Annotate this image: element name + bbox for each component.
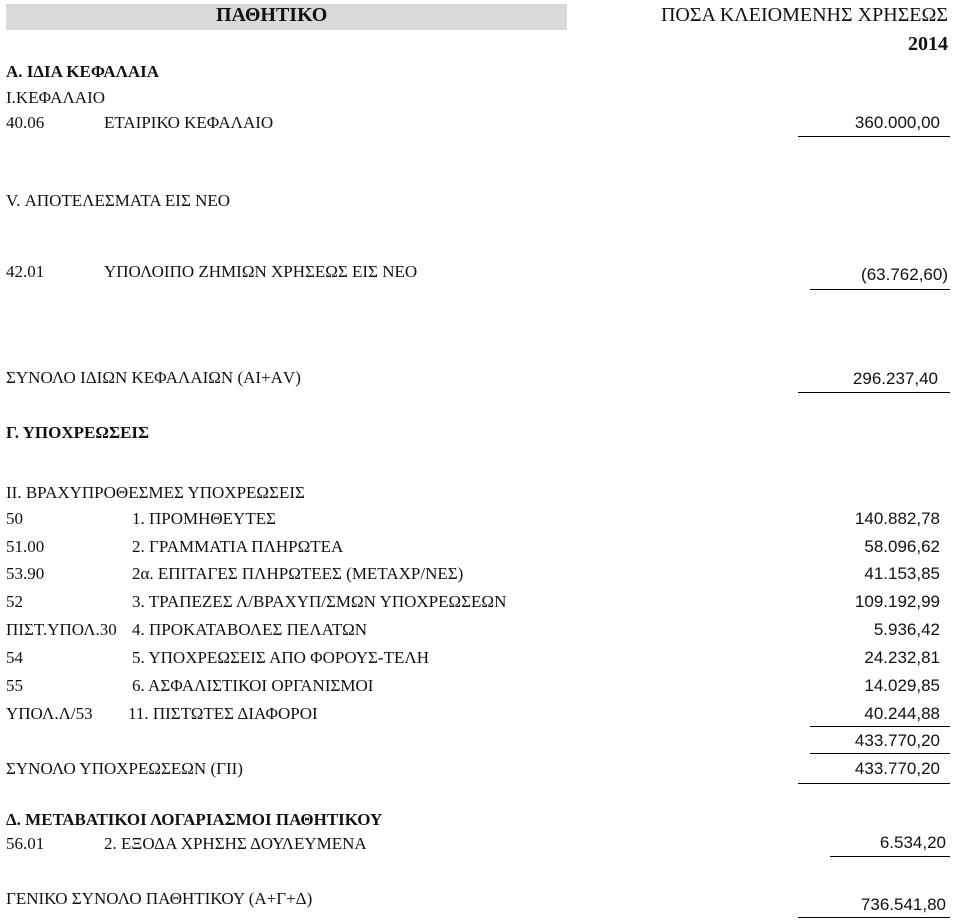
liabilities-title: ΠΑΘΗΤΙΚΟ <box>216 4 328 26</box>
liability-label: 11. ΠΙΣΤΩΤΕΣ ΔΙΑΦΟΡΟΙ <box>128 704 318 723</box>
capital-heading: Ι.ΚΕΦΑΛΑΙΟ <box>6 88 106 107</box>
liability-code: 51.00 <box>6 537 45 556</box>
liability-amount: 24.232,81 <box>864 648 940 667</box>
liability-amount: 109.192,99 <box>854 592 940 611</box>
liability-code: ΠΙΣΤ.ΥΠΟΛ.30 <box>6 620 117 639</box>
grand-total-label: ΓΕΝΙΚΟ ΣΥΝΟΛΟ ΠΑΘΗΤΙΚΟΥ (Α+Γ+Δ) <box>6 889 313 908</box>
rule <box>798 136 950 137</box>
liability-amount: 41.153,85 <box>864 564 940 583</box>
liability-label: 2. ΓΡΑΜΜΑΤΙΑ ΠΛΗΡΩΤΕΑ <box>132 537 344 556</box>
liability-code: 52 <box>6 592 23 611</box>
accruals-heading: Δ. ΜΕΤΑΒΑΤΙΚΟΙ ΛΟΓΑΡΙΑΣΜΟΙ ΠΑΘΗΤΙΚΟΥ <box>6 810 383 829</box>
accruals-amount: 6.534,20 <box>879 833 946 852</box>
liabilities-total-label: ΣΥΝΟΛΟ ΥΠΟΧΡΕΩΣΕΩΝ (ΓΙΙ) <box>6 759 243 778</box>
amounts-title: ΠΟΣΑ ΚΛΕΙΟΜΕΝΗΣ ΧΡΗΣΕΩΣ <box>660 4 948 26</box>
liability-code: ΥΠΟΛ.Λ/53 <box>6 704 93 723</box>
liability-label: 2α. ΕΠΙΤΑΓΕΣ ΠΛΗΡΩΤΕΕΣ (ΜΕΤΑΧΡ/ΝΕΣ) <box>132 564 464 583</box>
retained-heading: V. ΑΠΟΤΕΛΕΣΜΑΤΑ ΕΙΣ ΝΕΟ <box>6 191 231 210</box>
liability-amount: 14.029,85 <box>864 676 940 695</box>
share-capital-amount: 360.000,00 <box>854 113 940 132</box>
accruals-code: 56.01 <box>6 834 45 853</box>
rule <box>810 753 950 754</box>
liability-code: 53.90 <box>6 564 45 583</box>
equity-total-label: ΣΥΝΟΛΟ ΙΔΙΩΝ ΚΕΦΑΛΑΙΩΝ (ΑΙ+ΑV) <box>6 368 301 387</box>
equity-total-amount: 296.237,40 <box>852 369 938 388</box>
losses-label: ΥΠΟΛΟΙΠΟ ΖΗΜΙΩΝ ΧΡΗΣΕΩΣ ΕΙΣ ΝΕΟ <box>104 262 418 281</box>
liability-label: 3. ΤΡΑΠΕΖΕΣ Λ/ΒΡΑΧΥΠ/ΣΜΩΝ ΥΠΟΧΡΕΩΣΕΩΝ <box>132 592 507 611</box>
liability-code: 54 <box>6 648 23 667</box>
share-capital-code: 40.06 <box>6 113 45 132</box>
rule <box>798 783 950 784</box>
equity-heading: Α. ΙΔΙΑ ΚΕΦΑΛΑΙΑ <box>6 62 160 81</box>
liability-label: 6. ΑΣΦΑΛΙΣΤΙΚΟΙ ΟΡΓΑΝΙΣΜΟΙ <box>132 676 374 695</box>
grand-total-amount: 736.541,80 <box>860 895 946 914</box>
liabilities-total-amount: 433.770,20 <box>854 759 940 778</box>
liability-amount: 140.882,78 <box>854 509 940 528</box>
rule <box>798 392 950 393</box>
liability-amount: 5.936,42 <box>873 620 940 639</box>
losses-code: 42.01 <box>6 262 45 281</box>
rule <box>810 726 950 727</box>
rule <box>810 289 950 290</box>
liability-amount: 40.244,88 <box>864 704 940 723</box>
rule <box>830 856 950 857</box>
losses-amount: (63.762,60) <box>861 265 948 284</box>
liability-label: 1. ΠΡΟΜΗΘΕΥΤΕΣ <box>132 509 277 528</box>
share-capital-label: ΕΤΑΙΡΙΚΟ ΚΕΦΑΛΑΙΟ <box>104 113 274 132</box>
fiscal-year: 2014 <box>908 33 948 55</box>
accruals-label: 2. ΕΞΟΔΑ ΧΡΗΣΗΣ ΔΟΥΛΕΥΜΕΝΑ <box>104 834 367 853</box>
liability-code: 55 <box>6 676 23 695</box>
liability-amount: 58.096,62 <box>864 537 940 556</box>
short-term-heading: ΙΙ. ΒΡΑΧΥΠΡΟΘΕΣΜΕΣ ΥΠΟΧΡΕΩΣΕΙΣ <box>6 483 305 502</box>
liabilities-subtotal: 433.770,20 <box>854 731 940 750</box>
liabilities-heading: Γ. ΥΠΟΧΡΕΩΣΕΙΣ <box>6 423 150 442</box>
liability-label: 4. ΠΡΟΚΑΤΑΒΟΛΕΣ ΠΕΛΑΤΩΝ <box>132 620 368 639</box>
liability-code: 50 <box>6 509 23 528</box>
rule <box>798 917 950 918</box>
liability-label: 5. ΥΠΟΧΡΕΩΣΕΙΣ ΑΠΟ ΦΟΡΟΥΣ-ΤΕΛΗ <box>132 648 429 667</box>
